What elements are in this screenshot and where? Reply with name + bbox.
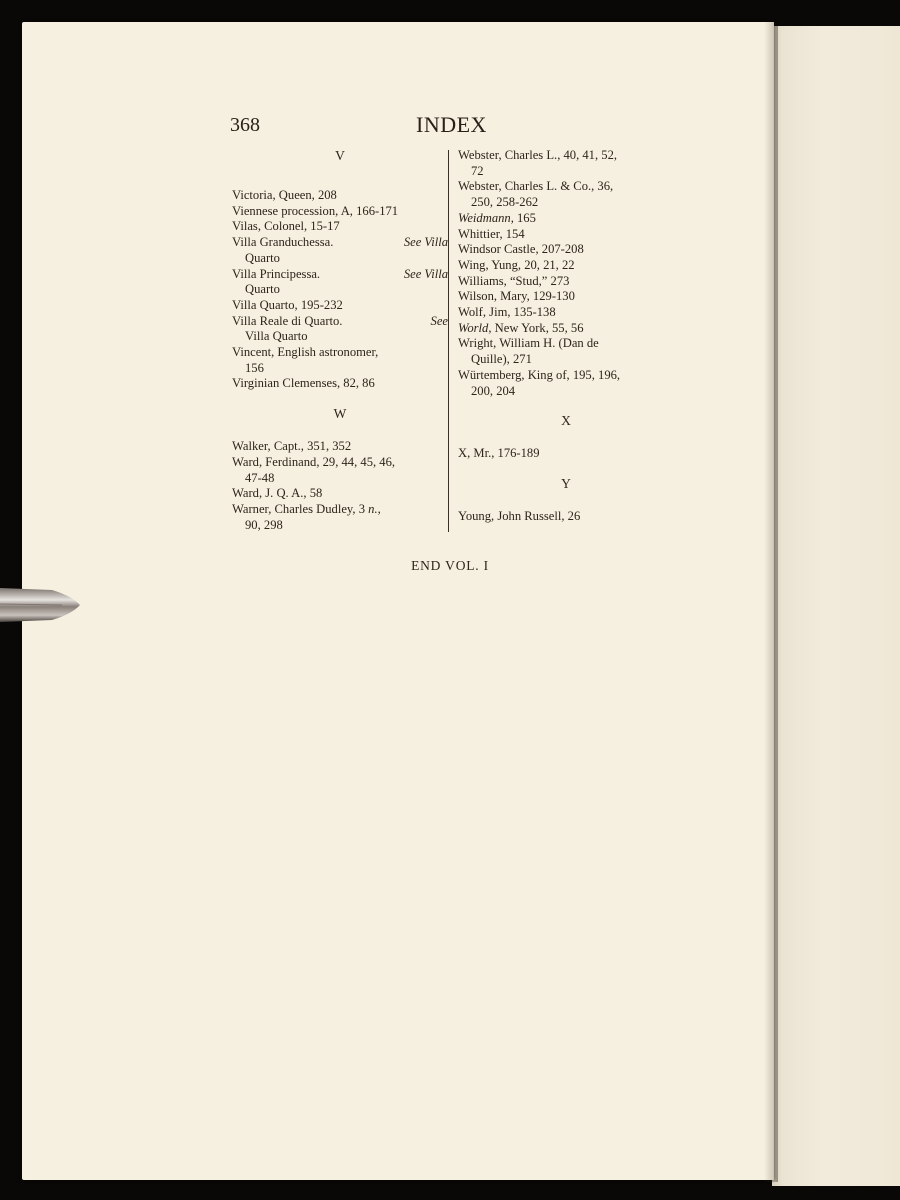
section-letter-w: W xyxy=(333,406,347,422)
index-entry: Wilson, Mary, 129-130 xyxy=(458,289,575,304)
bookmark-ribbon-icon xyxy=(0,582,82,628)
index-entry: Villa Granduchessa. See Villa xyxy=(232,235,448,250)
index-entry: Whittier, 154 xyxy=(458,226,525,241)
index-entry: Wing, Yung, 20, 21, 22 xyxy=(458,257,575,272)
index-entry-continued: Quarto xyxy=(245,250,280,265)
index-entry: Windsor Castle, 207-208 xyxy=(458,242,584,257)
index-entry-continued: 250, 258-262 xyxy=(471,195,539,210)
index-entry: Wolf, Jim, 135-138 xyxy=(458,305,556,320)
page-gutter-shadow xyxy=(764,22,778,1182)
end-volume-note: END VOL. I xyxy=(411,558,489,573)
running-header xyxy=(230,112,670,142)
index-entry: Wright, William H. (Dan de xyxy=(458,336,599,351)
index-entry-continued: 90, 298 xyxy=(245,517,283,532)
index-entry: Vincent, English astronomer, xyxy=(232,345,379,360)
index-entry: Young, John Russell, 26 xyxy=(458,508,581,523)
index-entry-continued: 156 xyxy=(245,360,264,375)
index-entry: Ward, J. Q. A., 58 xyxy=(232,486,323,501)
index-entry: Walker, Capt., 351, 352 xyxy=(232,439,352,454)
column-divider xyxy=(448,150,449,532)
section-letter-x: X xyxy=(561,413,571,429)
index-entry-continued: 200, 204 xyxy=(471,383,516,398)
index-entry: Williams, “Stud,” 273 xyxy=(458,273,570,288)
index-entry: X, Mr., 176-189 xyxy=(458,446,540,461)
index-column-left xyxy=(232,148,448,533)
index-entry: Villa Reale di Quarto. See xyxy=(232,313,448,328)
facing-page-edge xyxy=(772,26,900,1186)
index-entry: Villa Principessa. See Villa xyxy=(232,266,448,281)
index-entry: Weidmann, 165 xyxy=(458,210,536,225)
section-letter-v: V xyxy=(335,148,345,163)
index-column-right xyxy=(458,148,674,525)
index-entry: Webster, Charles L., 40, 41, 52, xyxy=(458,148,618,162)
index-entry-continued: Quarto xyxy=(245,282,280,297)
index-entry: Virginian Clemenses, 82, 86 xyxy=(232,376,375,391)
index-entry: Ward, Ferdinand, 29, 44, 45, 46, xyxy=(232,454,396,469)
index-entry: Warner, Charles Dudley, 3 n., xyxy=(232,501,381,516)
index-entry-continued: 72 xyxy=(471,163,484,178)
index-entry-continued: Villa Quarto xyxy=(245,329,308,344)
page-number: 368 xyxy=(230,114,260,136)
index-entry: Webster, Charles L. & Co., 36, xyxy=(458,179,614,194)
page-title: INDEX xyxy=(416,112,487,137)
index-entry: Villa Quarto, 195-232 xyxy=(232,297,343,312)
index-entry: Viennese procession, A, 166-171 xyxy=(232,203,399,218)
index-entry: Würtemberg, King of, 195, 196, xyxy=(458,367,621,382)
index-entry-continued: Quille), 271 xyxy=(471,352,532,367)
index-entry: World, New York, 55, 56 xyxy=(458,320,584,335)
index-entry: Vilas, Colonel, 15-17 xyxy=(232,219,340,234)
section-letter-y: Y xyxy=(561,475,571,491)
index-entry-continued: 47-48 xyxy=(245,470,275,485)
index-entry: Victoria, Queen, 208 xyxy=(232,188,337,202)
